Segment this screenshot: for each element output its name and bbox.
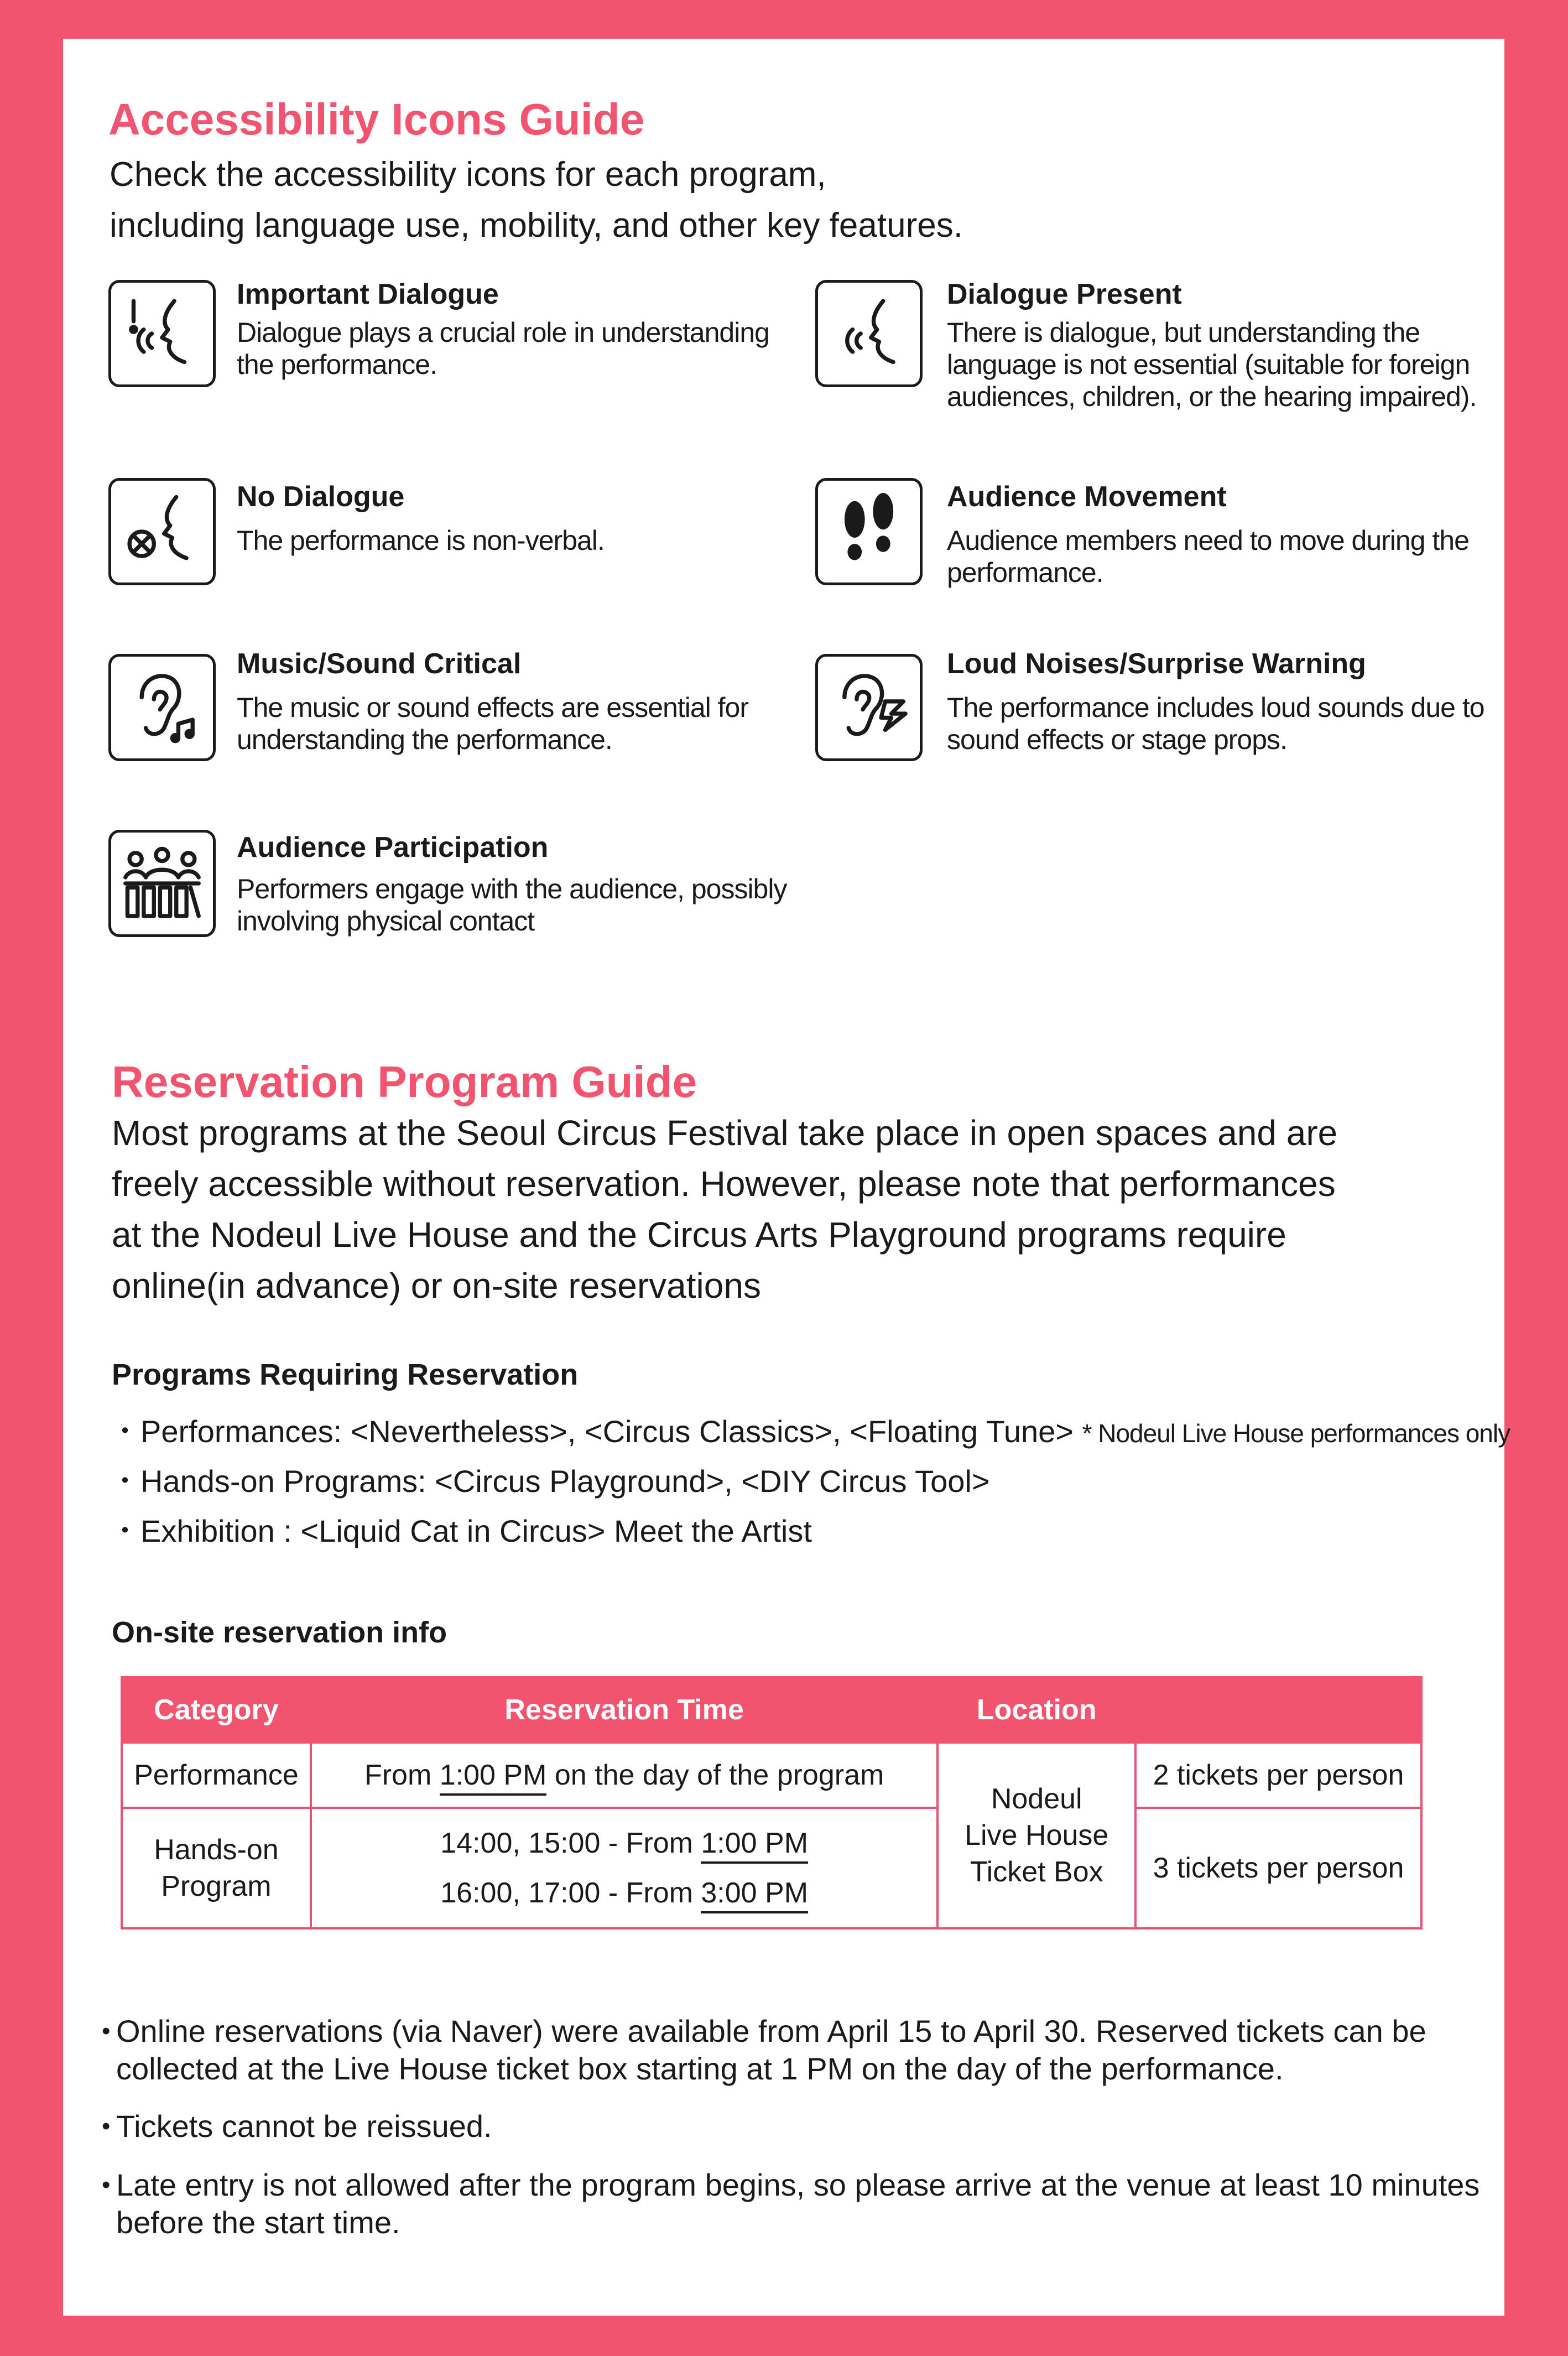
reservation-intro-line2: freely accessible without reservation. However, please note that performances [112,1164,1336,1204]
program-performances-note: * Nodeul Live House performances only [1082,1419,1510,1448]
important-dialogue-icon [108,280,216,387]
audience-participation-icon [108,830,216,937]
hands-on-line1: Hands-on [154,1834,279,1866]
reservation-title: Reservation Program Guide [112,1057,697,1106]
location-line2: Live House [965,1819,1109,1851]
hands-time1-underlined: 1:00 PM [701,1827,808,1864]
no-dialogue-icon [108,478,216,585]
cell-hands-on-limit: 3 tickets per person [1135,1808,1421,1928]
accessibility-title: Accessibility Icons Guide [108,95,645,144]
cell-performance-category: Performance [122,1743,311,1808]
icon-title-loud-noises: Loud Noises/Surprise Warning [947,648,1366,680]
footprints-icon [815,478,923,585]
ear-loud-icon [815,654,923,761]
note-online-reservations [102,2012,1499,2088]
program-performances-text: ・Performances: <Nevertheless>, <Circus Classics>, <Floating Tune> [110,1414,1074,1449]
hands-on-time-line1 [312,1818,937,1868]
icon-desc-loud-noises: The performance includes loud sounds due to sound effects or stage props. [947,692,1484,755]
reservation-intro [112,1107,1337,1311]
header-category: Category [122,1677,311,1743]
bullet-dot: • [102,2113,111,2140]
icon-title-important-dialogue: Important Dialogue [237,278,499,310]
icon-desc-audience-participation: Performers engage with the audience, possibly involving physical contact [237,873,787,937]
perf-time-suffix: on the day of the program [546,1759,884,1791]
cell-hands-on-category [122,1808,311,1928]
icon-desc-dialogue-present: There is dialogue, but understanding the language is not essential (suitable for foreign audiences, children, or the hearing impaired). [947,317,1477,412]
hands-on-time-line2 [312,1868,937,1918]
ear-music-icon [108,654,216,761]
icon-desc-audience-movement: Audience members need to move during the performance. [947,525,1469,588]
header-location: Location [937,1677,1135,1743]
note-late-line1: Late entry is not allowed after the program begins, so please arrive at the venue at least 10 minutes [116,2167,1480,2202]
bullet-dot: • [102,2171,111,2198]
location-line1: Nodeul [991,1783,1082,1815]
note-no-reissue-line1: Tickets cannot be reissued. [116,2109,492,2144]
icon-title-dialogue-present: Dialogue Present [947,278,1182,310]
table-row [122,1808,1421,1928]
note-online-line2: collected at the Live House ticket box starting at 1 PM on the day of the performance. [116,2051,1284,2086]
table-row [122,1743,1421,1808]
header-limit [1135,1677,1421,1743]
header-reservation-time: Reservation Time [311,1677,938,1743]
note-no-reissue [102,2108,1499,2145]
icon-desc-no-dialogue: The performance is non-verbal. [237,525,605,556]
icon-title-audience-movement: Audience Movement [947,481,1227,513]
hands-time1-prefix: 14:00, 15:00 - From [440,1827,701,1859]
cell-performance-limit: 2 tickets per person [1135,1743,1421,1808]
onsite-title: On-site reservation info [112,1616,447,1649]
program-item-exhibition: ・Exhibition : <Liquid Cat in Circus> Meet the Artist [110,1514,812,1548]
reservation-intro-line4: online(in advance) or on-site reservations [112,1266,761,1306]
reservation-intro-line3: at the Nodeul Live House and the Circus Arts Playground programs require [112,1215,1286,1255]
cell-hands-on-time [311,1808,938,1928]
cell-location [937,1743,1135,1928]
onsite-reservation-table [121,1676,1423,1929]
dialogue-present-icon [815,280,923,387]
hands-on-line2: Program [161,1870,272,1902]
perf-time-underlined: 1:00 PM [440,1759,547,1796]
program-item-hands-on: ・Hands-on Programs: <Circus Playground>, <DIY Circus Tool> [110,1464,990,1499]
location-line3: Ticket Box [970,1856,1103,1888]
perf-time-prefix: From [364,1759,440,1791]
icon-title-no-dialogue: No Dialogue [237,481,405,513]
program-item-performances [110,1407,1510,1452]
icon-desc-important-dialogue: Dialogue plays a crucial role in understanding the performance. [237,317,769,380]
programs-requiring-title: Programs Requiring Reservation [112,1358,579,1391]
reservation-intro-line1: Most programs at the Seoul Circus Festival take place in open spaces and are [112,1113,1338,1153]
hands-time2-underlined: 3:00 PM [701,1877,808,1913]
accessibility-intro-line1: Check the accessibility icons for each program, [110,155,826,194]
table-header-row [122,1677,1421,1743]
icon-title-music-sound: Music/Sound Critical [237,648,522,680]
bullet-dot: • [102,2017,111,2045]
cell-performance-time [311,1743,938,1808]
note-late-entry [102,2166,1499,2241]
guide-card [63,39,1510,2316]
icon-desc-music-sound: The music or sound effects are essential for understanding the performance. [237,692,748,755]
note-online-line1: Online reservations (via Naver) were available from April 15 to April 30. Reserved tickets can be [116,2014,1426,2048]
icon-title-audience-participation: Audience Participation [237,831,549,864]
hands-time2-prefix: 16:00, 17:00 - From [440,1877,701,1909]
accessibility-intro-line2: including language use, mobility, and other key features. [110,206,963,245]
note-late-line2: before the start time. [116,2205,400,2240]
